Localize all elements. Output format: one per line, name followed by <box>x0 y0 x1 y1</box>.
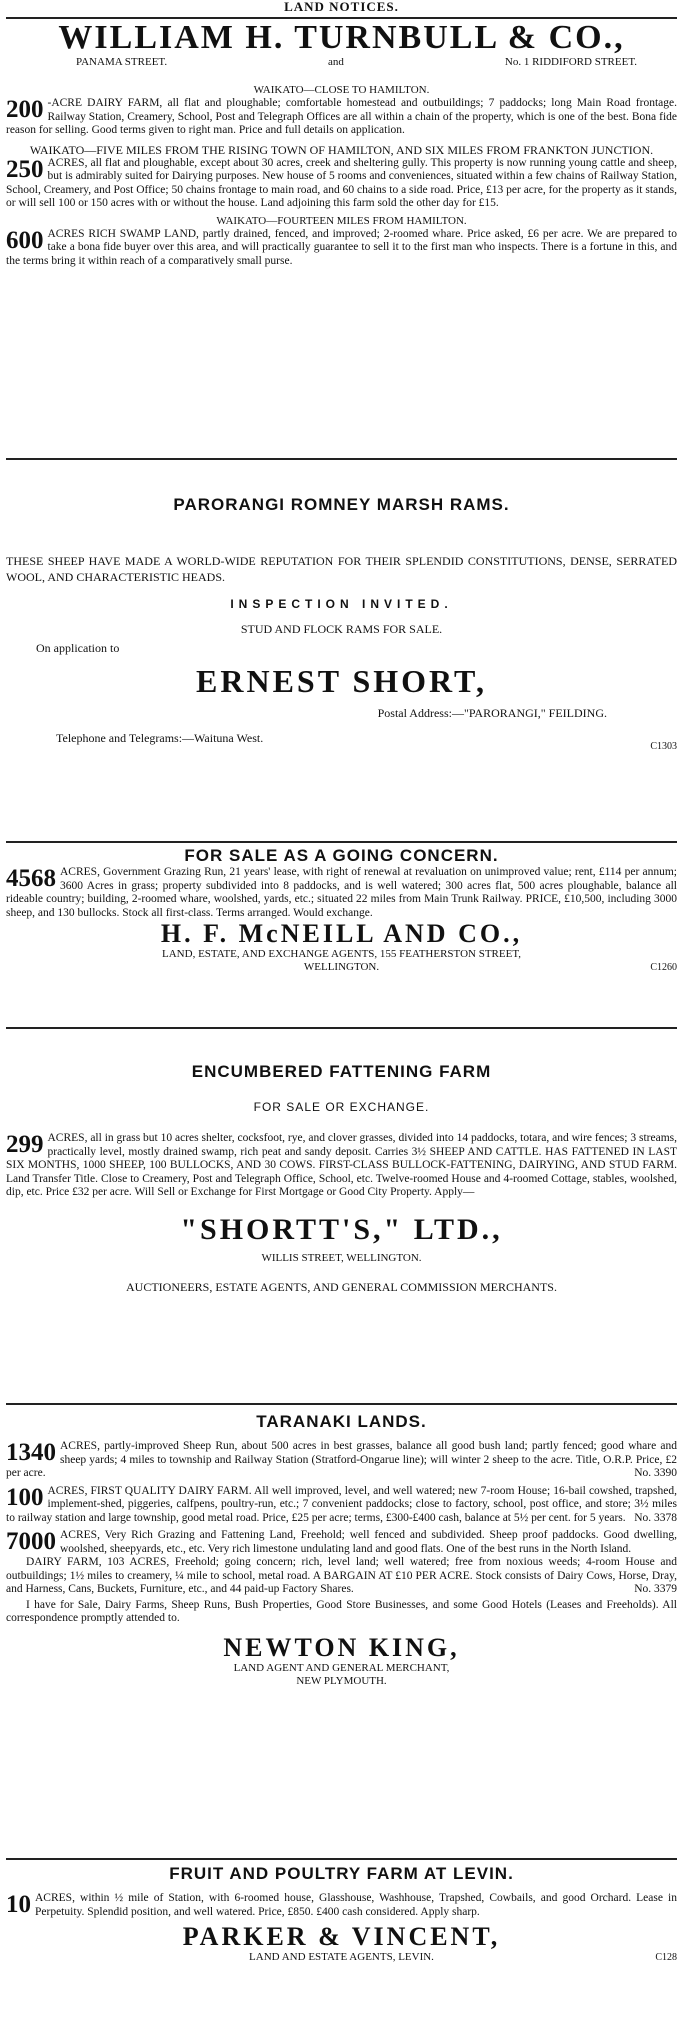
listing-text: ACRES, within ½ mile of Station, with 6-roomed house, Glasshouse, Washhouse, Trapshed, Cowbails, and good Orchard. Lease in Perpetuity. Splendid position, and well watered. Price, £850. £400 cash considered. Apply sharp. <box>35 1892 677 1918</box>
listing-text: ACRES, all flat and ploughable, except about 30 acres, creek and sheltering gully. This property is now running young cattle and sheep, but is admirably suited for Dairying purposes. New house of 5 rooms and conveniences, situated within a few chains of Railway Station, School, Creamery, and Post Office; 50 chains frontage to main road, and 60 chains to a side road. Price, £13 per acre, for the property as it stands, or will sell 100 or 150 acres with or without the house. Land adjoining this farm sold the other day for £15. <box>6 156 677 209</box>
listing <box>6 1556 677 1597</box>
firm-city: WELLINGTON. <box>303 961 380 973</box>
ad-subtitle: FOR SALE OR EXCHANGE. <box>253 1100 430 1114</box>
listing <box>6 1529 677 1556</box>
listing-number: 299 <box>6 1131 44 1158</box>
ad-code: C1303 <box>650 741 677 752</box>
firm-name: H. F. McNEILL AND CO., <box>160 919 523 948</box>
divider <box>6 1858 677 1860</box>
address-left: PANAMA STREET. <box>76 56 168 68</box>
ad-title: PARORANGI ROMNEY MARSH RAMS. <box>173 495 510 514</box>
listing-number: 250 <box>6 155 44 183</box>
listing-number: 4568 <box>6 865 56 892</box>
address-mid: and <box>328 56 344 68</box>
stud-line: STUD AND FLOCK RAMS FOR SALE. <box>240 622 443 636</box>
listing-text: ACRES, Government Grazing Run, 21 years' lease, with right of renewal at revaluation on unimproved value; rent, £114 per annum; 3600 Acres in grass; property subdivided into 8 paddocks, and is well watered; 300 acres flat, 500 acres ploughable, balance all rideable country; building, 2-roomed whare, woolshed, yards, etc.; situated 22 miles from Main Trunk Railway. PRICE, £10,500, including 3000 sheep, and 130 bullocks. Stock all first-class. Terms arranged. Would exchange. <box>6 866 677 919</box>
firm-city: NEW PLYMOUTH. <box>296 1674 387 1687</box>
firm-name: NEWTON KING, <box>223 1632 460 1662</box>
firm-name: "SHORTT'S," LTD., <box>180 1212 503 1246</box>
shortts-ad <box>6 1062 677 1294</box>
parorangi-ad <box>6 495 677 752</box>
listing <box>6 866 677 920</box>
listing-number: 10 <box>6 1891 31 1918</box>
listing-text: DAIRY FARM, 103 ACRES, Freehold; going concern; rich, level land; well watered; free from noxious weeds; 4-room House and outbuildings; 1½ miles to creamery, ¼ mile to school, metal road. A BARGAIN AT £10 PER ACRE. Stock consists of Dairy Cows, Horse, Dray, and Harness, Cans, Buckets, Furniture, etc., and 44 paid-up Factory Shares. <box>6 1556 677 1595</box>
notice-text: I have for Sale, Dairy Farms, Sheep Runs, Bush Properties, Good Store Businesses, and some Good Hotels (Leases and Freeholds). All correspondence promptly attended to. <box>6 1598 677 1624</box>
listing-text: ACRES, FIRST QUALITY DAIRY FARM. All well improved, level, and well watered; new 7-room House; 16-bail cowshed, trapshed, implement-shed, piggeries, calfpens, poultry-run, etc.; 7 convenient paddocks; close to factory, school, post office, and store; 3½ miles to railway station and large township, good metal road. Price, £25 per acre; terms, £300-£400 cash, balance at 5½ per cent. for 5 years. <box>6 1484 677 1524</box>
section-heading: WAIKATO—FOURTEEN MILES FROM HAMILTON. <box>216 214 467 227</box>
listing-ref: No. 3378 <box>634 1511 677 1524</box>
ad-title: TARANAKI LANDS. <box>256 1412 427 1431</box>
section-heading: WAIKATO—FIVE MILES FROM THE RISING TOWN OF HAMILTON, AND SIX MILES FROM FRANKTON JUNCTION. <box>29 142 654 157</box>
taranaki-ad <box>6 1412 677 1688</box>
listing-text: ACRES, partly-improved Sheep Run, about 500 acres in best grasses, balance all good bush land; partly fenced; good whare and sheep yards; 4 miles to township and Railway Station (Stratford-Ongarue line); will winter 2 sheep to the acre. Title, O.R.P. Price, £2 per acre. <box>6 1440 677 1479</box>
inspection-line: INSPECTION INVITED. <box>230 597 453 611</box>
telephone-line: Telephone and Telegrams:—Waituna West. <box>56 731 264 745</box>
listing-number: 7000 <box>6 1528 56 1555</box>
section-header: LAND NOTICES. <box>284 0 399 14</box>
listing <box>6 97 677 138</box>
listing <box>6 228 677 269</box>
firm-street: WILLIS STREET, WELLINGTON. <box>261 1251 422 1264</box>
firm-description: AUCTIONEERS, ESTATE AGENTS, AND GENERAL COMMISSION MERCHANTS. <box>126 1279 557 1294</box>
application-line: On application to <box>36 641 120 655</box>
ad-title: FRUIT AND POULTRY FARM AT LEVIN. <box>169 1864 514 1883</box>
listing <box>6 1440 677 1481</box>
address-row <box>6 56 677 68</box>
postal-address: Postal Address:—"PARORANGI," FEILDING. <box>377 706 607 720</box>
ad-title: ENCUMBERED FATTENING FARM <box>191 1062 492 1081</box>
listing-text: -ACRE DAIRY FARM, all flat and ploughable; comfortable homestead and outbuildings; 7 paddocks; long Main Road frontage. Railway Station, Creamery, School, Post and Telegraph Offices are all within a chain of the property, which is one of the best. Bona fide reason for selling. Good terms given to right man. Price and full details on application. <box>6 97 677 136</box>
listing <box>6 1892 677 1919</box>
divider <box>6 1027 677 1029</box>
divider <box>6 458 677 460</box>
listing-number: 1340 <box>6 1439 56 1466</box>
listing <box>6 1485 677 1526</box>
ad-title: FOR SALE AS A GOING CONCERN. <box>184 846 499 865</box>
firm-agents: LAND AND ESTATE AGENTS, LEVIN. <box>249 1951 434 1963</box>
turnbull-ad <box>6 20 677 268</box>
firm-agent: LAND AGENT AND GENERAL MERCHANT, <box>233 1661 450 1674</box>
ad-code: C1260 <box>650 962 677 973</box>
levin-ad <box>6 1864 677 1963</box>
listing-ref: No. 3379 <box>634 1583 677 1595</box>
listing <box>6 157 677 211</box>
divider <box>6 1403 677 1405</box>
listing-text: ACRES RICH SWAMP LAND, partly drained, fenced, and improved; 2-roomed whare. Price asked, £6 per acre. We are prepared to take a bona fide buyer over this area, and will practically guarantee to sell it to the first man who inspects. There is a fortune in this, and the terms bring it within reach of a comparatively small purse. <box>6 227 677 267</box>
listing-text: ACRES, Very Rich Grazing and Fattening Land, Freehold; well fenced and subdivided. Sheep proof paddocks. Good dwelling, woolshed, sheepyards, etc., etc. Very rich limestone undulating land and good flats. One of the best runs in the North Island. <box>60 1529 677 1555</box>
listing-number: 200 <box>6 96 44 123</box>
listing-ref: No. 3390 <box>634 1467 677 1479</box>
address-right: No. 1 RIDDIFORD STREET. <box>504 56 637 68</box>
divider <box>6 841 677 843</box>
advertiser-name: ERNEST SHORT, <box>196 663 487 699</box>
section-heading: WAIKATO—CLOSE TO HAMILTON. <box>253 84 430 96</box>
firm-name: WILLIAM H. TURNBULL & CO., <box>58 19 625 56</box>
firm-name: PARKER & VINCENT, <box>182 1922 501 1951</box>
ad-code: C128 <box>655 1952 677 1963</box>
listing <box>6 1132 677 1200</box>
firm-agents: LAND, ESTATE, AND EXCHANGE AGENTS, 155 FEATHERSTON STREET, <box>162 948 521 960</box>
mcneill-ad <box>6 846 677 973</box>
listing-number: 100 <box>6 1483 44 1511</box>
ad-text: THESE SHEEP HAVE MADE A WORLD-WIDE REPUTATION FOR THEIR SPLENDID CONSTITUTIONS, DENSE, SERRATED WOOL, AND CHARACTERISTIC HEADS. <box>6 554 677 584</box>
listing-number: 600 <box>6 226 44 254</box>
listing-text: ACRES, all in grass but 10 acres shelter, cocksfoot, rye, and clover grasses, divided into 14 paddocks, totara, and wire fences; 3 streams, practically level, mostly drained swamp, rich peat and sandy deposit. Carries 3½ SHEEP AND CATTLE. HAS FATTENED IN LAST SIX MONTHS, 1000 SHEEP, 100 BULLOCKS, AND 30 COWS. FIRST-CLASS BULLOCK-FATTENING, DAIRYING, AND STUD FARM. Land Transfer Title. Close to Creamery, Post and Telegraph Office, School, etc. Twelve-roomed House and 4-roomed Cottage, stables, woolshed, dip, etc. Price £32 per acre. Will Sell or Exchange for First Mortgage or Good City Property. Apply— <box>6 1132 677 1198</box>
